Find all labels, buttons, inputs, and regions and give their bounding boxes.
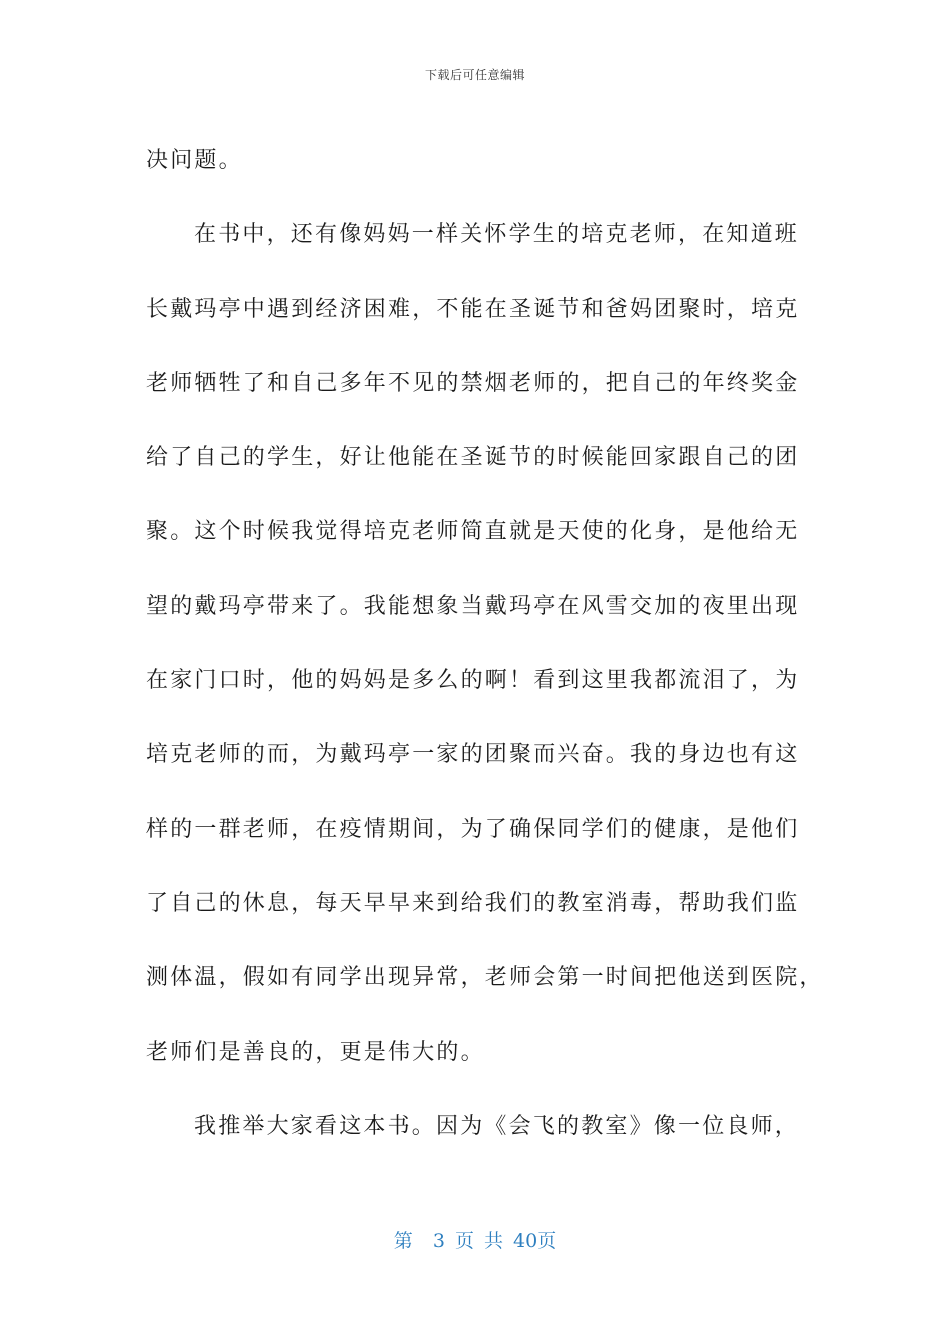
- page-header-note: 下载后可任意编辑: [424, 68, 525, 82]
- text-line: 老师们是善良的，更是伟大的。: [146, 1039, 485, 1065]
- text-line: 望的戴玛亭带来了。我能想象当戴玛亭在风雪交加的夜里出现: [146, 593, 800, 619]
- text-line: 决问题。: [146, 148, 243, 173]
- text-line: 聚。这个时候我觉得培克老师简直就是天使的化身，是他给无: [146, 519, 800, 545]
- text-line: 长戴玛亭中遇到经济困难，不能在圣诞节和爸妈团聚时，培克: [146, 296, 800, 322]
- text-line: 老师牺牲了和自己多年不见的禁烟老师的，把自己的年终奖金: [146, 370, 800, 396]
- text-line: 样的一群老师，在疫情期间，为了确保同学们的健康，是他们: [146, 816, 800, 842]
- paragraph-recommendation: [146, 1090, 816, 1164]
- text-line: 在书中，还有像妈妈一样关怀学生的培克老师，在知道班: [194, 222, 800, 248]
- paragraph-continuation: [146, 124, 816, 198]
- text-line: 我推举大家看这本书。因为《会飞的教室》像一位良师，: [194, 1113, 800, 1139]
- paragraph-teacher-peck: [146, 198, 824, 1090]
- text-line: 给了自己的学生，好让他能在圣诞节的时候能回家跟自己的团: [146, 445, 800, 471]
- document-body: [146, 124, 824, 1164]
- text-line: 培克老师的而，为戴玛亭一家的团聚而兴奋。我的身边也有这: [146, 742, 800, 768]
- text-line: 在家门口时，他的妈妈是多么的啊！看到这里我都流泪了，为: [146, 668, 800, 694]
- page-number: 第 3 页 共 40页: [393, 1230, 557, 1252]
- text-line: 了自己的休息，每天早早来到给我们的教室消毒，帮助我们监: [146, 890, 800, 916]
- text-line: 测体温，假如有同学出现异常，老师会第一时间把他送到医院，: [146, 965, 824, 991]
